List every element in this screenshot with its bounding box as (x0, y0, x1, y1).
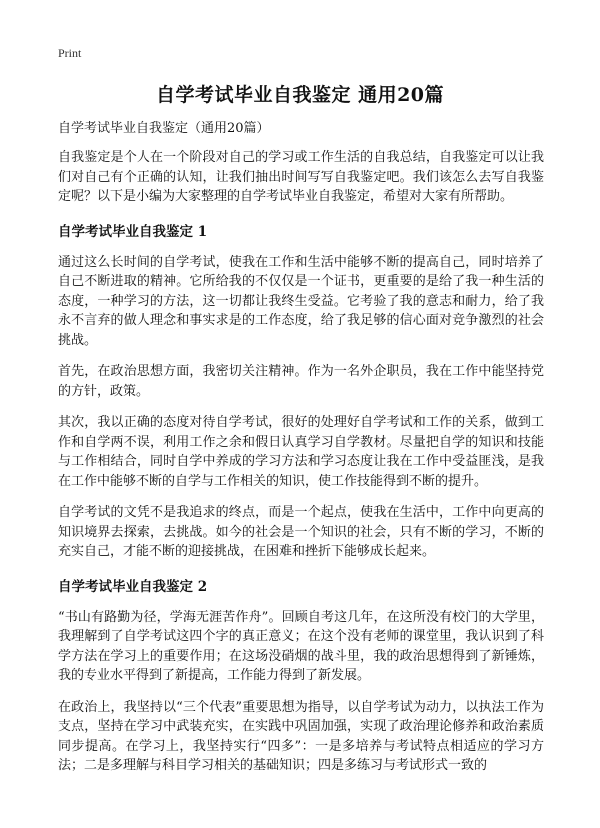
section-paragraph: 首先，在政治思想方面，我密切关注精神。作为一名外企职员，我在工作中能坚持党的方针，政策。 (58, 364, 544, 399)
section-paragraph: 自学考试的文凭不是我追求的终点，而是一个起点，使我在生活中，工作中向更高的知识境界去探索，去挑战。如今的社会是一个知识的社会，只有不断的学习，不断的充实自己，才能不断的迎接挑战，在困难和挫折下能够成长起来。 (58, 505, 544, 559)
section-paragraph: 通过这么长时间的自学考试，使我在工作和生活中能够不断的提高自己，同时培养了自己不断进取的精神。它所给我的不仅仅是一个证书，更重要的是给了我一种生活的态度，一种学习的方法，这一切都让我终生受益。它考验了我的意志和耐力，给了我永不言弃的做人理念和事实求是的工作态度，给了我足够的信心面对竞争激烈的社会挑战。 (58, 254, 544, 348)
intro-paragraph: 自我鉴定是个人在一个阶段对自己的学习或工作生活的自我总结，自我鉴定可以让我们对自己有个正确的认知，让我们抽出时间写写自我鉴定吧。我们该怎么去写自我鉴定呢？以下是小编为大家整理的自学考试毕业自我鉴定，希望对大家有所帮助。 (58, 150, 544, 204)
print-label[interactable]: Print (58, 46, 82, 60)
section-heading: 自学考试毕业自我鉴定 2 (58, 578, 208, 595)
section-paragraph: “书山有路勤为径，学海无涯苦作舟”。回顾自考这几年，在这所没有校门的大学里，我理解到了自学考试这四个字的真正意义；在这个没有老师的课堂里，我认识到了科学方法在学习上的重要作用；在这场没硝烟的战斗里，我的政治思想得到了新锤炼，我的专业水平得到了新提高，工作能力得到了新发展。 (58, 609, 544, 683)
section-paragraph: 在政治上，我坚持以“三个代表”重要思想为指导，以自学考试为动力，以执法工作为支点，坚持在学习中武装充实，在实践中巩固加强，实现了政治理论修养和政治素质同步提高。在学习上，我坚持实行“四多”：一是多培养与考试特点相适应的学习方法；二是多理解与科目学习相关的基础知识；四是多练习与考试形式一致的 (58, 699, 544, 773)
document-body (58, 120, 544, 788)
section-heading: 自学考试毕业自我鉴定 1 (58, 223, 208, 240)
document-subtitle: 自学考试毕业自我鉴定（通用20篇） (58, 121, 270, 136)
section-paragraph: 其次，我以正确的态度对待自学考试，很好的处理好自学考试和工作的关系，做到工作和自学两不误，利用工作之余和假日认真学习自学教材。尽量把自学的知识和技能与工作相结合，同时自学中养成的学习方法和学习态度让我在工作中受益匪浅，是我在工作中能够不断的自学与工作相关的知识，使工作技能得到不断的提升。 (58, 415, 544, 489)
page-title: 自学考试毕业自我鉴定 通用20篇 (155, 84, 445, 106)
